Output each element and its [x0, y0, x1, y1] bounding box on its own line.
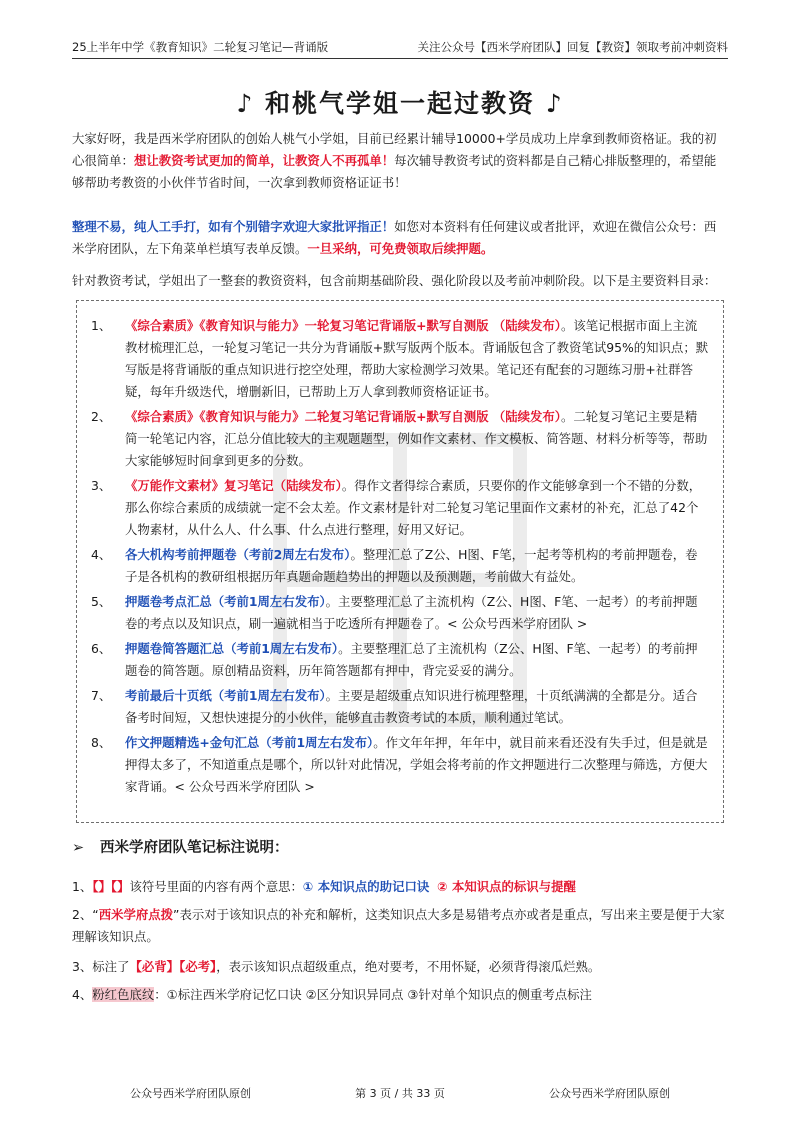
- note-meaning-2: ② 本知识点的标识与提醒: [437, 879, 576, 894]
- list-item: [87, 406, 709, 472]
- list-item: [87, 591, 709, 635]
- list-item-body: [125, 315, 709, 403]
- list-item: [87, 732, 709, 798]
- list-item-body: [125, 685, 709, 729]
- note-must-mark: 【必背】【必考】: [129, 959, 217, 974]
- note-text: ”表示对于该知识点的补充和解析，这类知识点大多是易错考点亦或者是重点，写出来主要是便于大家理解该知识点。: [72, 907, 725, 944]
- resource-list: [76, 300, 724, 823]
- note-item-2: [72, 904, 728, 948]
- list-item-body: [125, 406, 709, 472]
- list-item-title: 《综合素质》《教育知识与能力》二轮复习笔记背诵版+默写自测版 （陆续发布）: [125, 409, 561, 424]
- intro-paragraph-3: 针对教资考试，学姐出了一整套的教资资料，包含前期基础阶段、强化阶段以及考前冲刺阶段。以下是主要资料目录：: [72, 273, 717, 288]
- list-item-description: 。主要整理汇总了主流机构（Z公、H图、F笔、一起考）的考前押题卷的考点以及知识点，刷一遍就相当于吃透所有押题卷了。< 公众号西米学府团队 >: [125, 594, 698, 631]
- note-meaning-1: ① 本知识点的助记口诀: [302, 879, 430, 894]
- footer-left: 公众号西米学府团队原创: [130, 1087, 251, 1100]
- list-item-description: 。该笔记根据市面上主流教材梳理汇总，一轮复习笔记一共分为背诵版+默写版两个版本。背诵版包含了教资笔试95%的知识点；默写版是将背诵版的重点知识进行挖空处理，帮助大家检测学习效果。笔记还有配套的习题练习册+社群答疑，每年升级迭代，增删新旧，已帮助上万人拿到教师资格证证书。: [125, 318, 709, 399]
- note-item-3: [72, 956, 728, 978]
- page-number: 第 3 页 / 共 33 页: [355, 1087, 445, 1100]
- list-item-number: 4、: [91, 547, 112, 562]
- list-item-title: 押题卷简答题汇总（考前1周左右发布）: [125, 641, 339, 656]
- intro-paragraph-1: [72, 128, 728, 194]
- list-item-title: 押题卷考点汇总（考前1周左右发布）: [125, 594, 326, 609]
- intro-text: 大家好呀，我是西米学府团队的创始人桃气小学姐，目前已经累计辅导10000+学员成功上岸拿到教师资格证。我的初心很简单：: [72, 131, 717, 168]
- intro-feedback-text: 如您对本资料有任何建议或者批评，欢迎在微信公众号：西米学府团队，左下角菜单栏填写表单反馈。: [72, 219, 717, 256]
- note-dianbo: 西米学府点拨: [98, 907, 174, 922]
- list-item-number: 5、: [91, 594, 112, 609]
- note-num: 2、“: [72, 907, 99, 922]
- list-item-number: 8、: [91, 735, 112, 750]
- list-item-description: 。二轮复习笔记主要是精简一轮笔记内容，汇总分值比较大的主观题题型，例如作文素材、作文模板、简答题、材料分析等等，帮助大家能够短时间拿到更多的分数。: [125, 409, 708, 468]
- note-item-4: [72, 984, 728, 1006]
- intro-paragraph-2: [72, 216, 728, 260]
- note-pink-shading: 粉红色底纹: [92, 987, 155, 1002]
- list-item-body: [125, 638, 709, 682]
- note-text: ，表示该知识点超级重点，绝对要考，不用怀疑，必须背得滚瓜烂熟。: [216, 959, 601, 974]
- list-item-title: 《综合素质》《教育知识与能力》一轮复习笔记背诵版+默写自测版 （陆续发布）: [125, 318, 561, 333]
- list-item: [87, 685, 709, 729]
- list-item: [87, 544, 709, 588]
- page-title: ♪ 和桃气学姐一起过教资 ♪: [236, 89, 564, 118]
- list-item-body: [125, 732, 709, 798]
- list-item-description: 。主要是超级重点知识进行梳理整理，十页纸满满的全都是分。适合备考时间短，又想快速提分的小伙伴，能够直击教资考试的本质，顺利通过笔试。: [125, 688, 698, 725]
- arrow-right-icon: ➢: [72, 840, 85, 856]
- list-item-number: 1、: [91, 318, 112, 333]
- intro-text-cont: 每次辅导教资考试的资料都是自己精心排版整理的，希望能够帮助考教资的小伙伴节省时间，一次拿到教师资格证证书！: [72, 153, 717, 190]
- note-text: ：①标注西米学府记忆口诀 ②区分知识异同点 ③针对单个知识点的侧重考点标注: [154, 987, 592, 1002]
- list-item-title: 作文押题精选+金句汇总（考前1周左右发布）: [125, 735, 374, 750]
- footer-right: 公众号西米学府团队原创: [549, 1087, 670, 1100]
- list-item-description: 。得作文者得综合素质，只要你的作文能够拿到一个不错的分数，那么你综合素质的成绩就一定不会太差。作文素材是针对二轮复习笔记里面作文素材的补充，汇总了42个人物素材，从什么人、什么事、什么点进行整理，好用又好记。: [125, 478, 702, 537]
- list-item-title: 考前最后十页纸（考前1周左右发布）: [125, 688, 326, 703]
- intro-reward-note: 一旦采纳，可免费领取后续押题。: [307, 241, 494, 256]
- header-left: 25上半年中学《教育知识》二轮复习笔记—背诵版: [72, 40, 329, 54]
- list-item-body: [125, 475, 709, 541]
- list-item-number: 7、: [91, 688, 112, 703]
- section-heading: [72, 836, 289, 857]
- intro-blue-note: 整理不易，纯人工手打，如有个别错字欢迎大家批评指正！: [72, 219, 395, 234]
- page-footer: [130, 1085, 670, 1101]
- list-item-description: 。整理汇总了Z公、H图、F笔，一起考等机构的考前押题卷，卷子是各机构的教研组根据历年真题命题趋势出的押题以及预测题，考前做大有益处。: [125, 547, 698, 584]
- list-item-title: 《万能作文素材》复习笔记（陆续发布）: [125, 478, 342, 493]
- list-item-body: [125, 591, 709, 635]
- list-item: [87, 638, 709, 682]
- note-num: 3、标注了: [72, 959, 130, 974]
- intro-highlight: 想让教资考试更加的简单，让教资人不再孤单！: [133, 153, 395, 168]
- note-bracket-mark: 【】【】: [92, 879, 130, 894]
- header-right: 关注公众号【西米学府团队】回复【教资】领取考前冲刺资料: [417, 40, 728, 54]
- page-header: [72, 38, 728, 59]
- note-num: 4、: [72, 987, 93, 1002]
- note-num: 1、: [72, 879, 93, 894]
- section-heading-text: 西米学府团队笔记标注说明：: [100, 840, 289, 856]
- list-item-description: 。主要整理汇总了主流机构（Z公、H图、F笔、一起考）的考前押题卷的简答题。原创精品资料，历年简答题都有押中，背完妥妥的满分。: [125, 641, 698, 678]
- list-item-title: 各大机构考前押题卷（考前2周左右发布）: [125, 547, 351, 562]
- list-item-number: 6、: [91, 641, 112, 656]
- list-item: [87, 475, 709, 541]
- list-item-number: 3、: [91, 478, 112, 493]
- note-text: 该符号里面的内容有两个意思：: [129, 879, 303, 894]
- list-item: [87, 315, 709, 403]
- list-item-body: [125, 544, 709, 588]
- list-item-number: 2、: [91, 409, 112, 424]
- list-item-description: 。作文年年押，年年中，就目前来看还没有失手过，但是就是押得太多了，不知道重点是哪个，所以针对此情况，学姐会将考前的作文押题进行二次整理与筛选，方便大家背诵。< 公众号西米学府团队 >: [125, 735, 708, 794]
- note-item-1: [72, 876, 728, 898]
